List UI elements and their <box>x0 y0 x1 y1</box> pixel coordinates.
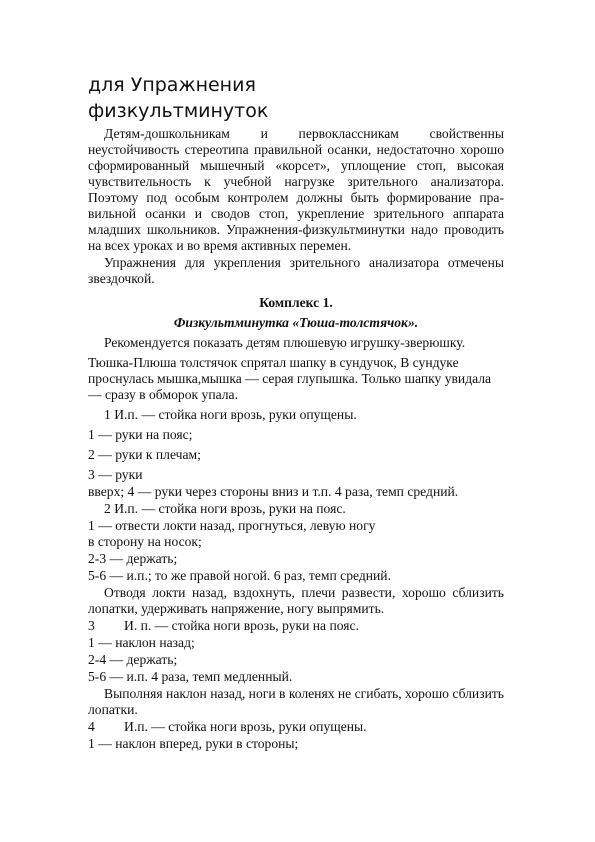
exercise-4-step-1: 1 — наклон вперед, руки в стороны; <box>88 736 299 751</box>
exercise-1-step-4: вверх; 4 — руки через стороны вниз и т.п. 4 раза, темп средний. <box>88 484 459 499</box>
exercise-3-number: 3 <box>88 618 95 633</box>
exercise-2-step-2: 2-3 — держать; <box>88 551 178 566</box>
exercise-2-note: Отводя локти назад, вздохнуть, плечи развести, хорошо сблизить лопатки, удерживать напряжение, ногу выпрямить. <box>88 585 504 616</box>
title-line-2: физкультминуток <box>88 100 269 122</box>
exercise-4-start <box>88 719 504 735</box>
exercise-3-start <box>88 618 504 634</box>
intro-paragraph-2: Упражнения для укрепления зрительного анализатора отмечены звездочкой. <box>88 255 504 286</box>
exercise-4-number: 4 <box>88 719 95 734</box>
title-line-1: для Упражнения <box>88 74 256 96</box>
exercise-1-step-2: 2 — руки к плечам; <box>88 447 201 462</box>
exercise-2-step-3: 5-6 — и.п.; то же правой ногой. 6 раз, темп средний. <box>88 568 391 583</box>
exercise-2-step-1a: 1 — отвести локти назад, прогнуться, левую ногу <box>88 518 376 533</box>
exercise-3-step-2: 2-4 — держать; <box>88 652 178 667</box>
exercise-3-step-1: 1 — наклон назад; <box>88 635 195 650</box>
complex-heading: Комплекс 1. <box>259 295 333 310</box>
exercise-3-note: Выполняя наклон назад, ноги в коленях не сгибать, хорошо сблизить лопатки. <box>88 686 504 717</box>
document-body <box>88 126 504 752</box>
exercise-1-start: 1 И.п. — стойка ноги врозь, руки опущены. <box>104 407 357 422</box>
intro-paragraph-1: Детям-дошкольникам и первоклассникам свойственны неустойчивость стереотипа правильной осанки, недостаточно хорошо сформированный мышечный «корсет», уплощение стоп, высокая чувствительность к учебной нагрузке зрительного анализатора. Поэтому под особым контролем должны быть формирование пра-вильной осанки и сводов стоп, укрепление зрительного аппарата младших школьников. Упражнения-физкультминутки надо проводить на всех уроках и во время активных перемен. <box>88 126 504 253</box>
exercise-2-step-1b: в сторону на носок; <box>88 534 202 549</box>
recommendation-text: Рекомендуется показать детям плюшевую игрушку-зверюшку. <box>104 335 466 350</box>
complex-subheading: Физкультминутка «Тюша-толстячок». <box>173 315 419 330</box>
page-title <box>88 72 268 124</box>
exercise-1-step-3: 3 — руки <box>88 467 143 482</box>
exercise-4-start-text: И.п. — стойка ноги врозь, руки опущены. <box>124 719 367 734</box>
exercise-1-step-1: 1 — руки на пояс; <box>88 427 193 442</box>
poem-text: Тюшка-Плюша толстячок спрятал шапку в сундучок, В сундуке проснулась мышка,мышка — серая глупышка. Только шапку увидала — сразу в обморок упала. <box>88 355 492 402</box>
exercise-3-start-text: И. п. — стойка ноги врозь, руки на пояс. <box>124 618 359 633</box>
exercise-2-start: 2 И.п. — стойка ноги врозь, руки на пояс. <box>104 501 346 516</box>
exercise-3-step-3: 5-6 — и.п. 4 раза, темп медленный. <box>88 669 293 684</box>
